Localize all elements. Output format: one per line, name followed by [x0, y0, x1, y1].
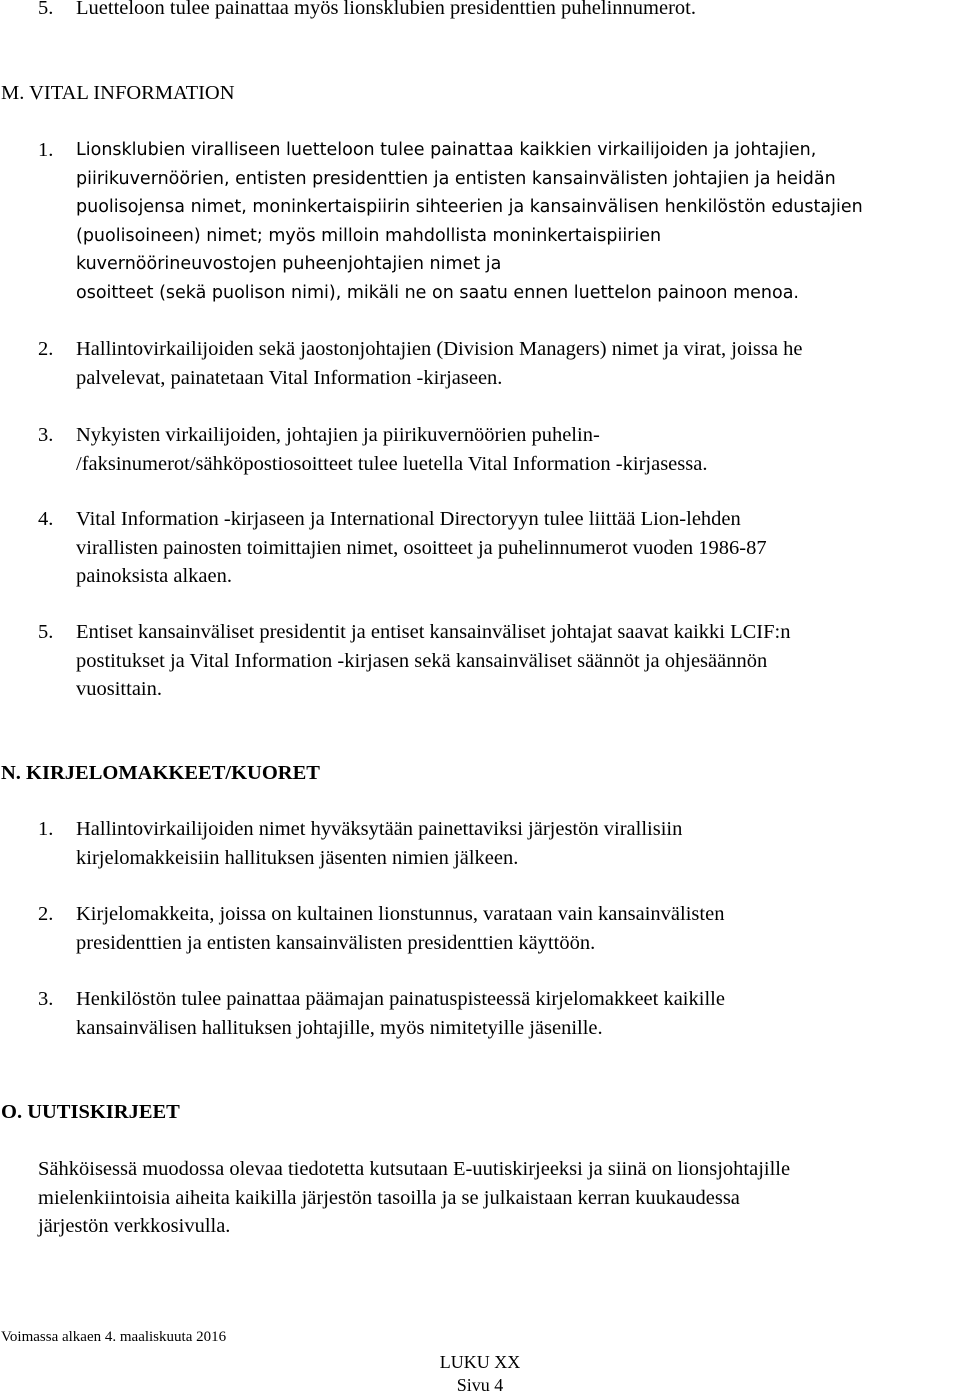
item-line: painoksista alkaen. [76, 565, 232, 587]
item-line: Lionsklubien viralliseen luetteloon tulee painattaa kaikkien virkailijoiden ja johtajien, [76, 140, 817, 160]
item-line: Vital Information -kirjaseen ja International Directoryyn tulee liittää Lion-lehden [76, 508, 741, 530]
item-line: puolisojensa nimet, moninkertaispiirin sihteerien ja kansainvälisen henkilöstön edustajien [76, 197, 863, 217]
item-line: Hallintovirkailijoiden nimet hyväksytään painettaviksi järjestön virallisiin [76, 818, 683, 840]
item-line: (puolisoineen) nimet; myös milloin mahdollista moninkertaispiirien [76, 225, 662, 246]
item-line: kansainvälisen hallituksen johtajille, myös nimitetyille jäsenille. [76, 1016, 603, 1039]
section-heading-o: O. UUTISKIRJEET [1, 1101, 180, 1123]
footer-page-number: Sivu 4 [456, 1375, 504, 1395]
footer-valid-from: Voimassa alkaen 4. maaliskuuta 2016 [1, 1329, 227, 1345]
paragraph-line: Sähköisessä muodossa olevaa tiedotetta kutsutaan E-uutiskirjeeksi ja siinä on lionsjohtajille [38, 1158, 791, 1180]
item-line: presidenttien ja entisten kansainvälisten presidenttien käyttöön. [76, 931, 596, 954]
item-number: 3. [38, 988, 54, 1010]
section-heading-n: N. KIRJELOMAKKEET/KUORET [1, 762, 320, 784]
item-line: Kirjelomakkeita, joissa on kultainen lionstunnus, varataan vain kansainvälisten [76, 903, 725, 925]
paragraph-line: järjestön verkkosivulla. [38, 1215, 231, 1237]
paragraph-line: mielenkiintoisia aiheita kaikilla järjestön tasoilla ja se julkaistaan kerran kuukaudessa [38, 1186, 740, 1209]
item-number: 2. [38, 338, 54, 360]
item-line: Nykyisten virkailijoiden, johtajien ja piirikuvernöörien puhelin- [76, 424, 600, 446]
item-number: 5. [38, 621, 54, 643]
item-line: palvelevat, painatetaan Vital Information -kirjaseen. [76, 366, 503, 389]
paragraph [38, 1155, 958, 1241]
item-line: kirjelomakkeisiin hallituksen jäsenten nimien jälkeen. [76, 846, 519, 869]
item-line: postitukset ja Vital Information -kirjasen sekä kansainväliset säännöt ja ohjesäännön [76, 649, 768, 672]
item-number: 4. [38, 508, 54, 530]
item-line: Henkilöstön tulee painattaa päämajan painatuspisteessä kirjelomakkeet kaikille [76, 988, 725, 1010]
item-line: /faksinumerot/sähköpostiosoitteet tulee luetella Vital Information -kirjasessa. [76, 452, 708, 475]
item-line: kuvernöörineuvostojen puheenjohtajien nimet ja [76, 254, 502, 274]
item-number: 1. [38, 818, 54, 840]
item-text: Luetteloon tulee painattaa myös lionsklubien presidenttien puhelinnumerot. [76, 0, 696, 19]
item-line: virallisten painosten toimittajien nimet, osoitteet ja puhelinnumerot vuoden 1986-87 [76, 536, 767, 559]
item-number: 3. [38, 424, 54, 446]
item-line: piirikuvernöörien, entisten presidenttien ja entisten kansainvälisten johtajien ja heidän [76, 168, 836, 189]
item-line: vuosittain. [76, 678, 162, 700]
item-line: Entiset kansainväliset presidentit ja entiset kansainväliset johtajat saavat kaikki LCIF:n [76, 621, 791, 643]
footer-chapter: LUKU XX [439, 1352, 521, 1372]
item-number: 5. [38, 0, 54, 19]
item-number: 2. [38, 903, 54, 925]
section-heading-m: M. VITAL INFORMATION [1, 82, 235, 104]
item-line: Hallintovirkailijoiden sekä jaostonjohtajien (Division Managers) nimet ja virat, joissa he [76, 338, 803, 360]
item-line: osoitteet (sekä puolison nimi), mikäli ne on saatu ennen luettelon painoon menoa. [76, 282, 799, 303]
item-number: 1. [38, 139, 54, 161]
